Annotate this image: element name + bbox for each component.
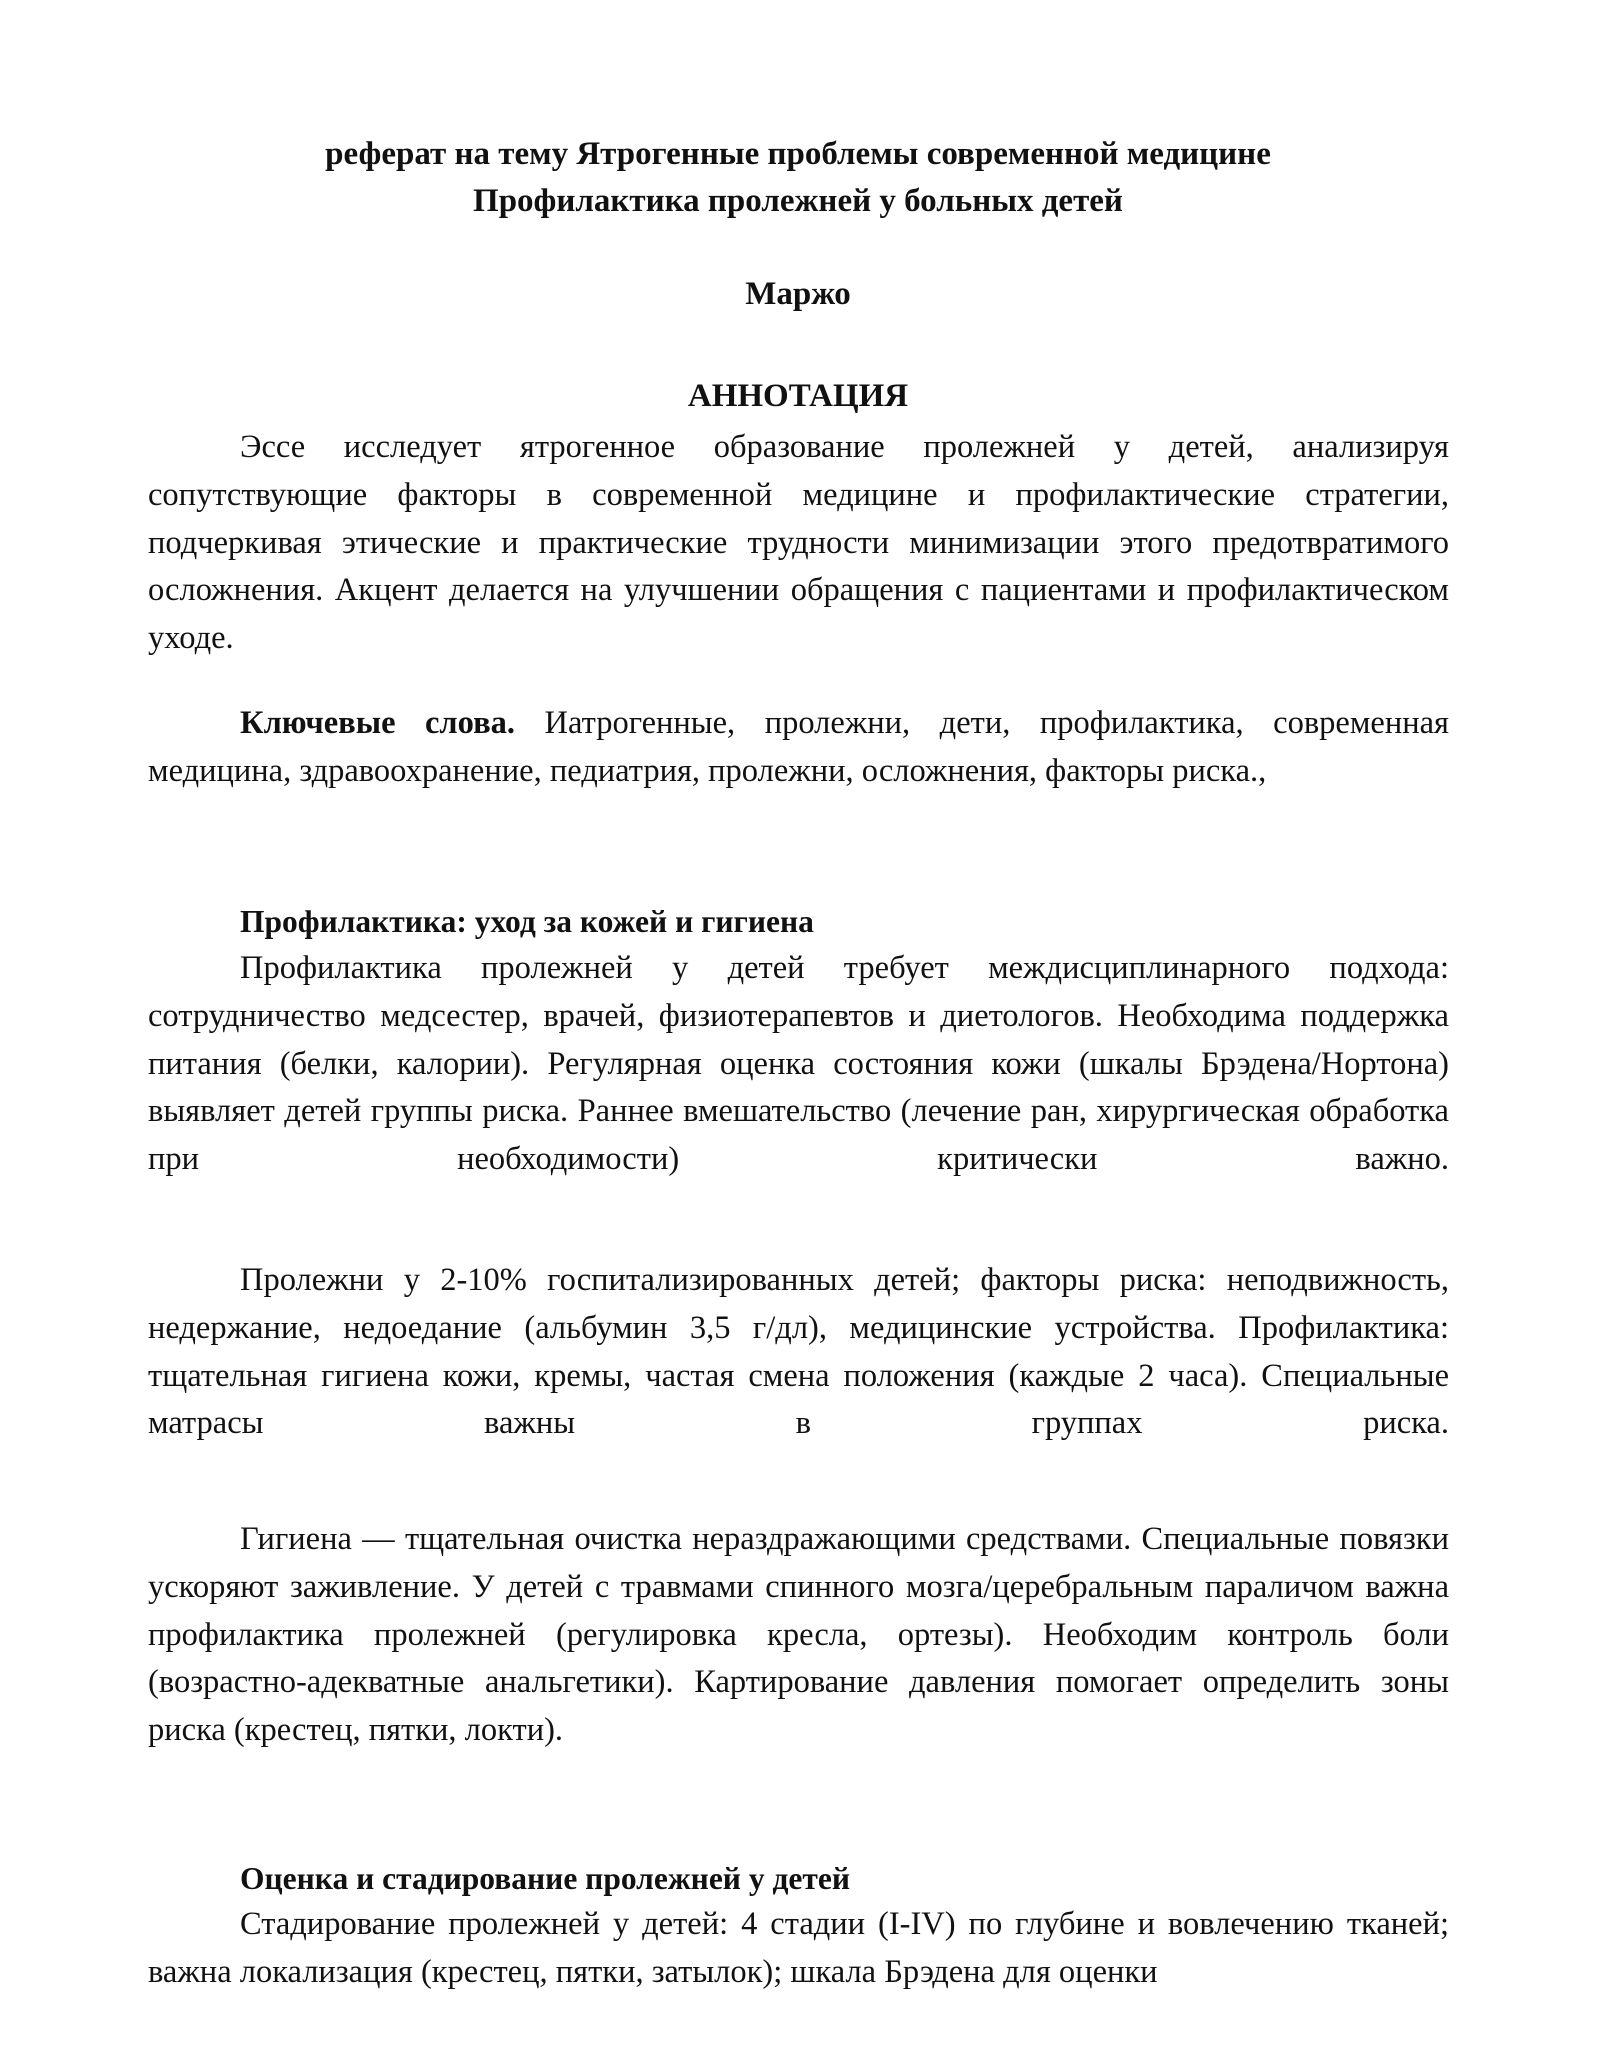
author-name: Маржо	[745, 276, 851, 312]
document-title-line-2: Профилактика пролежней у больных детей	[473, 183, 1123, 219]
annotation-text: Эссе исследует ятрогенное образование пролежней у детей, анализируя сопутствующие факторы в современной медицине и профилактические стратегии, подчеркивая этические и практические трудности минимизации этого предотвратимого осложнения. Акцент делается на улучшении обращения с пациентами и профилактическом уходе.	[148, 429, 1449, 657]
section-paragraph: Стадирование пролежней у детей: 4 стадии (I-IV) по глубине и вовлечению тканей; важна локализация (крестец, пятки, затылок); шкала Брэдена для оценки	[148, 1906, 1449, 1990]
section-heading-prevention: Профилактика: уход за кожей и гигиена	[240, 904, 814, 939]
section-paragraph: Гигиена — тщательная очистка нераздражающими средствами. Специальные повязки ускоряют заживление. У детей с травмами спинного мозга/церебральным параличом важна профилактика пролежней (регулировка кресла, ортезы). Необходим контроль боли (возрастно-адекватные анальгетики). Картирование давления помогает определить зоны риска (крестец, пятки, локти).	[148, 1521, 1449, 1749]
document-title-line-1: реферат на тему Ятрогенные проблемы современной медицине	[325, 136, 1271, 172]
annotation-heading: АННОТАЦИЯ	[687, 378, 909, 414]
keywords-text: Иатрогенные, пролежни, дети, профилактика, современная медицина, здравоохранение, педиатрия, пролежни, осложнения, факторы риска.,	[148, 705, 1449, 789]
section-paragraph: Пролежни у 2-10% госпитализированных детей; факторы риска: неподвижность, недержание, недоедание (альбумин 3,5 г/дл), медицинские устройства. Профилактика: тщательная гигиена кожи, кремы, частая смена положения (каждые 2 часа). Специальные матрасы важны в группах риска.	[148, 1262, 1449, 1442]
section-paragraph: Профилактика пролежней у детей требует междисциплинарного подхода: сотрудничество медсестер, врачей, физиотерапевтов и диетологов. Необходима поддержка питания (белки, калории). Регулярная оценка состояния кожи (шкалы Брэдена/Нортона) выявляет детей группы риска. Раннее вмешательство (лечение ран, хирургическая обработка при необходимости) критически важно.	[148, 950, 1449, 1178]
section-heading-staging: Оценка и стадирование пролежней у детей	[240, 1861, 850, 1896]
keywords-label: Ключевые слова.	[240, 705, 516, 741]
keywords-paragraph	[148, 700, 1449, 796]
